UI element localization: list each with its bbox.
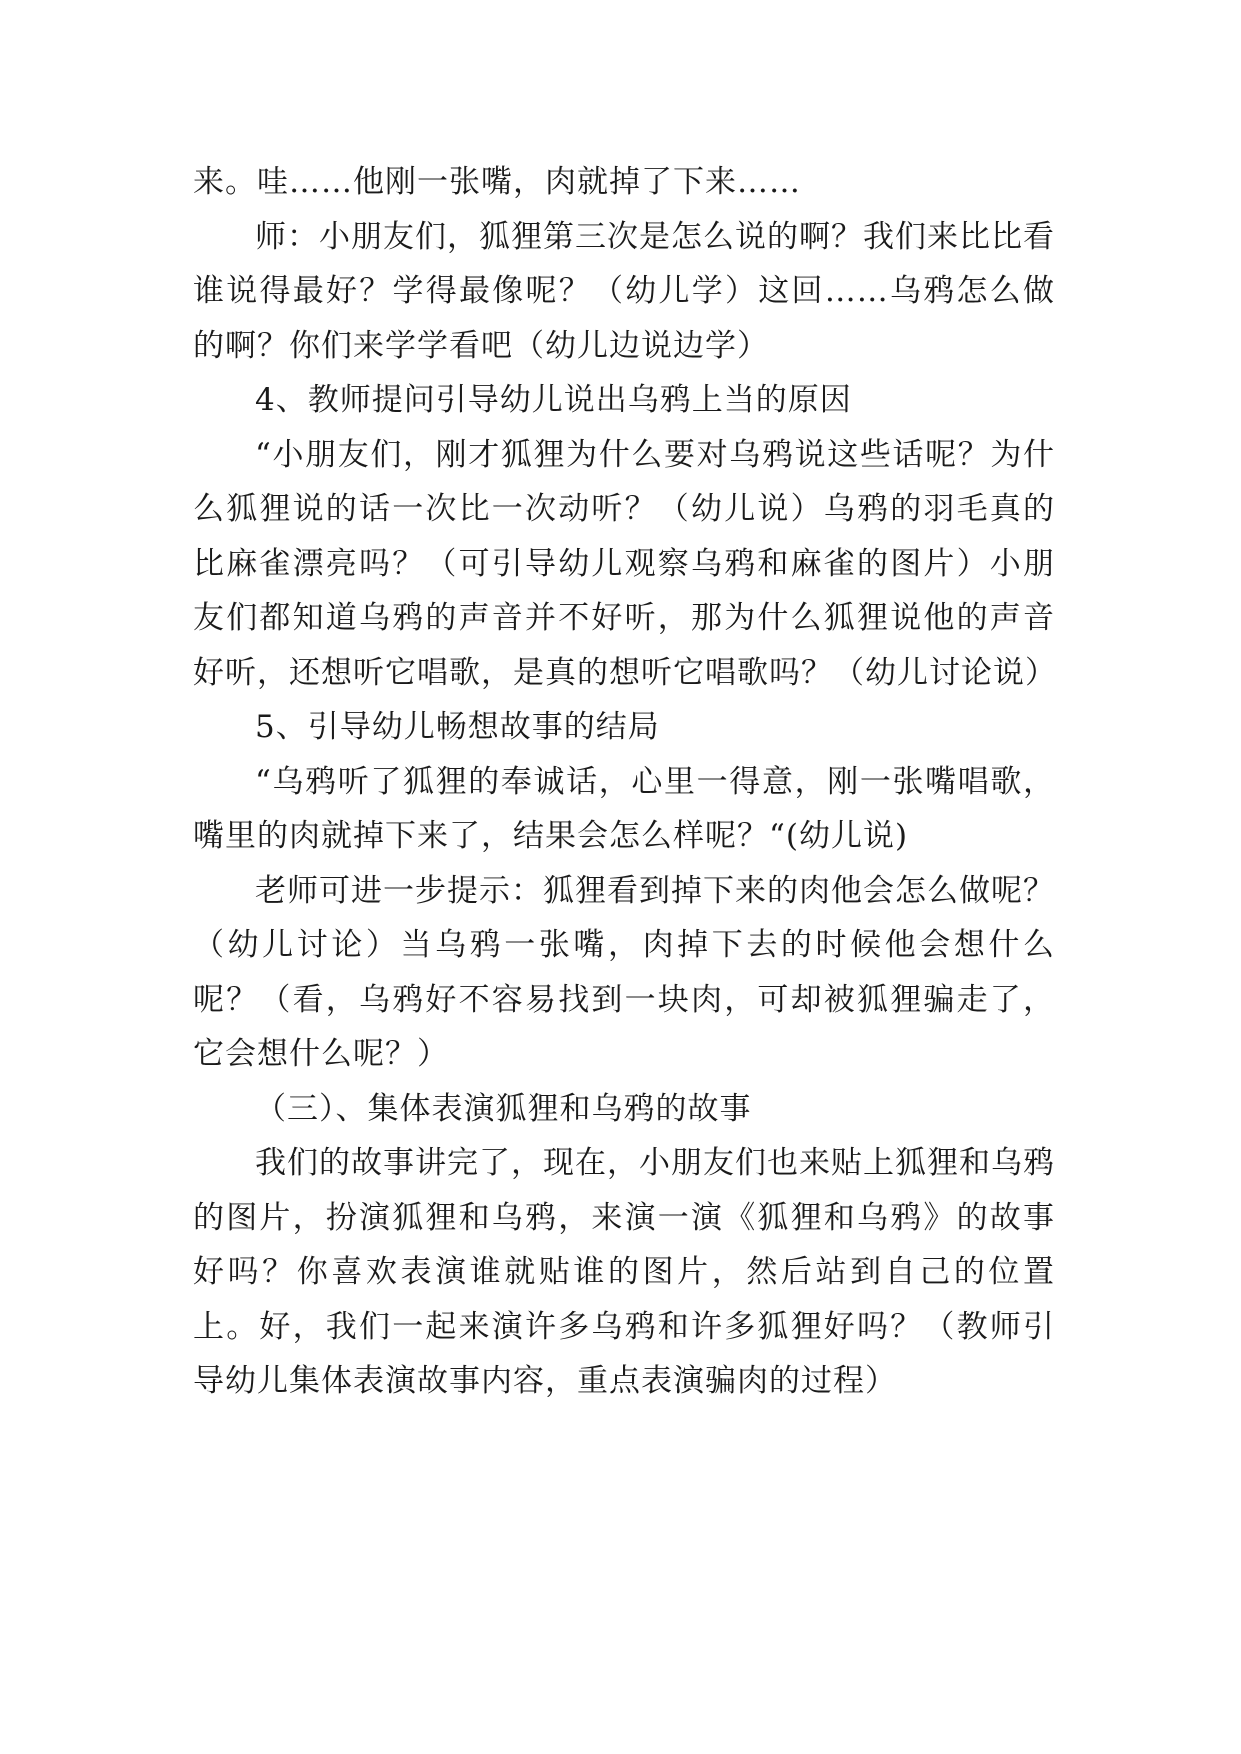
section-heading-3: （三）、集体表演狐狸和乌鸦的故事	[255, 1090, 752, 1127]
section-heading-5: 5、引导幼儿畅想故事的结局	[255, 709, 660, 745]
paragraph-teacher-hint: 老师可进一步提示：狐狸看到掉下来的肉他会怎么做呢？（幼儿讨论）当乌鸦一张嘴，肉掉下去的时候他会想什么呢？（看，乌鸦好不容易找到一块肉，可却被狐狸骗走了，它会想什么呢？）	[193, 872, 1055, 1072]
paragraph-continuation: 来。哇……他刚一张嘴，肉就掉了下来……	[193, 164, 801, 200]
paragraph-question-4: “小朋友们，刚才狐狸为什么要对乌鸦说这些话呢？为什么狐狸说的话一次比一次动听？（幼儿说）乌鸦的羽毛真的比麻雀漂亮吗？（可引导幼儿观察乌鸦和麻雀的图片）小朋友们都知道乌鸦的声音并不好听，那为什么狐狸说他的声音好听，还想听它唱歌，是真的想听它唱歌吗？（幼儿讨论说）	[193, 436, 1057, 691]
paragraph-question-5: “乌鸦听了狐狸的奉诚话，心里一得意，刚一张嘴唱歌，嘴里的肉就掉下来了，结果会怎么样呢？“(幼儿说)	[193, 763, 1055, 854]
document-body	[193, 155, 1055, 1409]
paragraph-performance: 我们的故事讲完了，现在，小朋友们也来贴上狐狸和乌鸦的图片，扮演狐狸和乌鸦，来演一演《狐狸和乌鸦》的故事好吗？你喜欢表演谁就贴谁的图片，然后站到自己的位置上。好，我们一起来演许多乌鸦和许多狐狸好吗？（教师引导幼儿集体表演故事内容，重点表演骗肉的过程）	[193, 1145, 1055, 1399]
paragraph-teacher-prompt: 师：小朋友们，狐狸第三次是怎么说的啊？我们来比比看谁说得最好？学得最像呢？（幼儿学）这回……乌鸦怎么做的啊？你们来学学看吧（幼儿边说边学）	[193, 218, 1055, 364]
section-heading-4: 4、教师提问引导幼儿说出乌鸦上当的原因	[255, 382, 852, 418]
